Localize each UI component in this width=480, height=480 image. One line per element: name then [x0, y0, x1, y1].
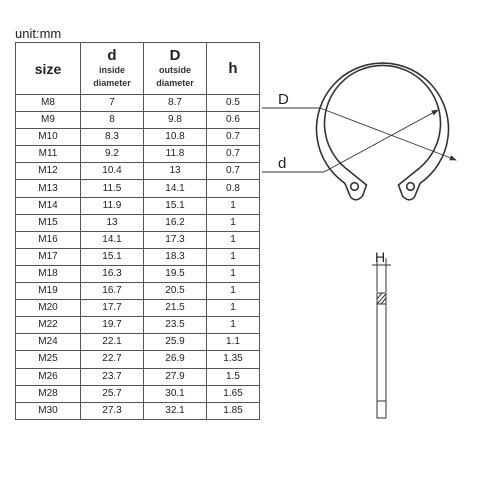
cell-h: 0.7: [207, 146, 260, 163]
cell-d-outer: 11.8: [144, 146, 207, 163]
cell-h: 1: [207, 248, 260, 265]
cell-d: 19.7: [81, 317, 144, 334]
cell-d-outer: 14.1: [144, 180, 207, 197]
cell-d-outer: 17.3: [144, 231, 207, 248]
cell-d: 8: [81, 112, 144, 129]
cell-d-outer: 27.9: [144, 368, 207, 385]
cell-h: 1.5: [207, 368, 260, 385]
label-inner-diameter: d: [278, 155, 287, 172]
cell-d: 22.7: [81, 351, 144, 368]
cell-h: 1.1: [207, 334, 260, 351]
cell-h: 1: [207, 283, 260, 300]
left-lug-hole: [351, 183, 359, 191]
col-header-D-line2: diameter: [156, 78, 194, 88]
cell-d: 14.1: [81, 231, 144, 248]
cell-d-outer: 20.5: [144, 283, 207, 300]
cell-d-outer: 9.8: [144, 112, 207, 129]
cell-d: 10.4: [81, 163, 144, 180]
cell-d: 22.1: [81, 334, 144, 351]
cell-h: 1.85: [207, 402, 260, 419]
cell-h: 1: [207, 214, 260, 231]
cell-size: M30: [16, 402, 81, 419]
cell-d: 17.7: [81, 300, 144, 317]
cell-h: 0.5: [207, 95, 260, 112]
cell-h: 0.6: [207, 112, 260, 129]
cell-h: 0.7: [207, 129, 260, 146]
cell-size: M24: [16, 334, 81, 351]
cell-d-outer: 10.8: [144, 129, 207, 146]
cell-d-outer: 23.5: [144, 317, 207, 334]
cell-size: M11: [16, 146, 81, 163]
ring-side-view: [372, 258, 391, 418]
inner-diameter-line: [324, 110, 438, 172]
label-height: H: [375, 249, 386, 265]
cell-h: 1.35: [207, 351, 260, 368]
cell-h: 0.8: [207, 180, 260, 197]
cell-size: M8: [16, 95, 81, 112]
cell-d-outer: 16.2: [144, 214, 207, 231]
col-header-d-line1: inside: [98, 65, 125, 75]
cell-d: 7: [81, 95, 144, 112]
outer-diameter-line: [320, 108, 456, 160]
col-header-D-line1: outside: [158, 65, 191, 75]
cell-d: 8.3: [81, 129, 144, 146]
left-lug: [345, 168, 367, 200]
cell-d: 23.7: [81, 368, 144, 385]
col-header-d-symbol: d: [107, 47, 117, 64]
ring-top-view: [317, 63, 449, 200]
cell-d-outer: 26.9: [144, 351, 207, 368]
cell-h: 1: [207, 317, 260, 334]
right-lug: [399, 168, 421, 200]
cell-size: M19: [16, 283, 81, 300]
dimension-lines: [262, 108, 456, 172]
cell-h: 1: [207, 231, 260, 248]
cell-d-outer: 19.5: [144, 265, 207, 282]
cell-h: 1: [207, 197, 260, 214]
col-header-size-label: size: [34, 60, 62, 77]
col-header-h-symbol: h: [228, 60, 238, 77]
side-profile: [377, 293, 386, 418]
cell-d-outer: 21.5: [144, 300, 207, 317]
cell-size: M16: [16, 231, 81, 248]
cell-d: 16.7: [81, 283, 144, 300]
cell-d-outer: 13: [144, 163, 207, 180]
cell-d-outer: 32.1: [144, 402, 207, 419]
col-header-d-line2: diameter: [93, 78, 131, 88]
cell-size: M15: [16, 214, 81, 231]
cell-h: 1: [207, 300, 260, 317]
cell-h: 1: [207, 265, 260, 282]
cell-size: M9: [16, 112, 81, 129]
cell-h: 1.65: [207, 385, 260, 402]
right-lug-hole: [407, 183, 415, 191]
cell-size: M28: [16, 385, 81, 402]
cell-size: M25: [16, 351, 81, 368]
cell-size: M17: [16, 248, 81, 265]
cell-d: 25.7: [81, 385, 144, 402]
cell-d: 11.5: [81, 180, 144, 197]
cell-size: M14: [16, 197, 81, 214]
cell-d-outer: 25.9: [144, 334, 207, 351]
cell-d: 15.1: [81, 248, 144, 265]
unit-label: unit:mm: [15, 26, 62, 41]
cell-d: 13: [81, 214, 144, 231]
cell-d: 9.2: [81, 146, 144, 163]
cell-d-outer: 15.1: [144, 197, 207, 214]
cell-size: M10: [16, 129, 81, 146]
cell-size: M26: [16, 368, 81, 385]
col-header-D-symbol: D: [169, 47, 181, 64]
cell-size: M22: [16, 317, 81, 334]
cell-d-outer: 30.1: [144, 385, 207, 402]
cell-d-outer: 8.7: [144, 95, 207, 112]
cell-size: M13: [16, 180, 81, 197]
cell-d: 11.9: [81, 197, 144, 214]
cell-h: 0.7: [207, 163, 260, 180]
cell-size: M20: [16, 300, 81, 317]
cell-size: M12: [16, 163, 81, 180]
cell-d: 27.3: [81, 402, 144, 419]
cell-d-outer: 18.3: [144, 248, 207, 265]
cell-d: 16.3: [81, 265, 144, 282]
cell-size: M18: [16, 265, 81, 282]
label-outer-diameter: D: [278, 91, 289, 108]
